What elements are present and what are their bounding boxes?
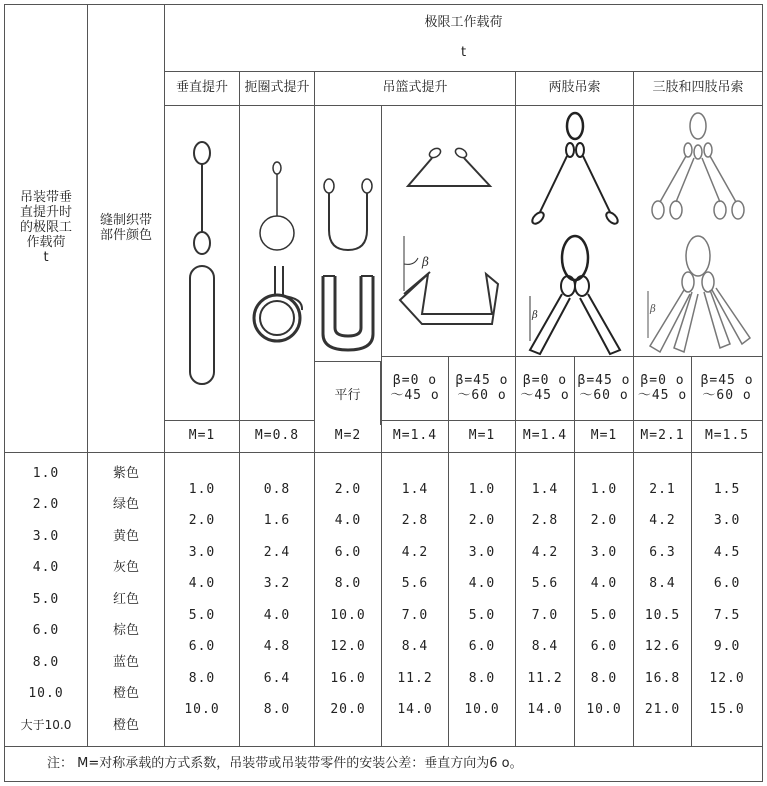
note-row — [5, 747, 763, 782]
c2-value: 0.8 — [263, 481, 291, 497]
c7-value: 10.0 — [586, 702, 622, 717]
group-three-four-leg-sling: 三肢和四肢吊索 — [634, 72, 763, 106]
c6-value: 1.4 — [531, 481, 559, 497]
c9-values-column — [692, 453, 763, 747]
basket-lift-angled-illustration — [382, 106, 516, 356]
c9-value: 1.5 — [713, 481, 741, 497]
angle-a4-from: β=45 o — [577, 372, 631, 388]
working-load-limit-table — [4, 4, 763, 782]
m-factor-vertical: M=1 — [165, 421, 240, 453]
group-vertical-lift: 垂直提升 — [165, 72, 240, 106]
wll-value: 3.0 — [32, 528, 60, 544]
angle-a5-cell — [634, 357, 692, 421]
c9-value: 7.5 — [713, 607, 741, 623]
color-value: 蓝色 — [112, 654, 139, 670]
c5-value: 1.0 — [468, 481, 496, 497]
angle-a6-to: ～60 o — [702, 387, 752, 403]
angle-a5-from: β=0 o — [640, 372, 685, 388]
c7-value: 2.0 — [590, 513, 618, 528]
choke-lift-sling-illustration — [247, 138, 307, 388]
wll-header-unit: t — [43, 249, 49, 265]
c4-value: 8.4 — [401, 639, 429, 654]
c3-value: 20.0 — [330, 702, 366, 717]
c9-value: 4.5 — [713, 544, 741, 560]
wll-value: 4.0 — [32, 560, 60, 576]
c6-values-column — [516, 453, 575, 747]
angle-a1-cell — [382, 357, 449, 421]
color-value: 灰色 — [112, 560, 139, 576]
color-values-column — [88, 453, 165, 747]
two-leg-beta-label: β — [532, 310, 538, 321]
color-value: 红色 — [112, 591, 139, 607]
c9-value: 12.0 — [709, 670, 745, 686]
wll-header-line-4: 作载荷 — [26, 234, 66, 250]
m-factor-basket-0-45: M=1.4 — [382, 421, 449, 453]
color-header — [88, 5, 165, 453]
color-value: 黄色 — [112, 528, 139, 544]
c5-value: 6.0 — [468, 639, 496, 654]
c9-value: 15.0 — [709, 702, 745, 717]
wll-title: 极限工作载荷 — [424, 15, 503, 31]
c7-value: 8.0 — [590, 670, 618, 686]
c5-value: 2.0 — [468, 513, 496, 528]
angle-a4-to: ～60 o — [579, 387, 629, 403]
m-factor-multi-leg-45-60: M=1.5 — [692, 421, 763, 453]
c2-values-column — [240, 453, 315, 747]
angle-a2-to: ～60 o — [457, 387, 507, 403]
angle-a3-to: ～45 o — [520, 387, 570, 403]
c7-value: 6.0 — [590, 639, 618, 654]
c1-value: 4.0 — [188, 576, 216, 591]
c3-value: 16.0 — [330, 670, 366, 686]
m-factor-basket-45-60: M=1 — [449, 421, 516, 453]
color-value: 棕色 — [112, 623, 139, 639]
c3-value: 6.0 — [334, 544, 362, 560]
c7-value: 4.0 — [590, 576, 618, 591]
wll-title-unit: t — [461, 45, 467, 60]
color-header-line-1: 缝制织带 — [99, 212, 152, 228]
wll-value: 1.0 — [32, 465, 60, 481]
c2-value: 8.0 — [263, 702, 291, 717]
c6-value: 5.6 — [531, 576, 559, 591]
basket-angle-diagram-cell — [382, 106, 516, 357]
c9-value: 3.0 — [713, 513, 741, 528]
c8-value: 8.4 — [649, 576, 676, 591]
angle-a5-to: ～45 o — [637, 387, 688, 403]
wll-value: 10.0 — [28, 686, 64, 702]
wll-value: 大于10.0 — [20, 717, 72, 732]
c8-value: 10.5 — [644, 607, 681, 623]
c4-value: 1.4 — [401, 481, 429, 497]
c5-value: 4.0 — [468, 576, 496, 591]
c1-value: 8.0 — [188, 670, 216, 686]
c2-value: 6.4 — [263, 670, 291, 686]
c7-value: 1.0 — [590, 481, 618, 497]
choke-lift-diagram-cell — [240, 106, 315, 421]
c2-value: 4.8 — [263, 639, 291, 654]
m-factor-multi-leg-0-45: M=2.1 — [634, 421, 692, 453]
color-value: 紫色 — [112, 465, 139, 481]
wll-header-line-3: 的极限工 — [19, 220, 72, 236]
table-footnote: 注： M=对称承载的方式系数，吊装带或吊装带零件的安装公差：垂直方向为6 o。 — [5, 747, 763, 782]
m-factor-two-leg-0-45: M=1.4 — [516, 421, 575, 453]
header-row-title — [5, 5, 763, 72]
angle-a4-cell — [575, 357, 634, 421]
c5-values-column — [449, 453, 516, 747]
beta-angle-label: β — [422, 255, 429, 269]
wll-value: 6.0 — [32, 623, 60, 639]
c3-values-column — [315, 453, 382, 747]
color-value: 橙色 — [112, 717, 139, 733]
wll-values-column — [5, 453, 88, 747]
c4-value: 14.0 — [397, 702, 433, 717]
c4-value: 4.2 — [401, 544, 429, 560]
color-value: 橙色 — [112, 686, 139, 702]
angle-a1-from: β=0 o — [392, 372, 438, 388]
two-leg-sling-illustration — [516, 106, 634, 356]
two-leg-diagram-cell — [516, 106, 634, 357]
wll-title-cell — [165, 5, 763, 72]
wll-header-line-2: 直提升时 — [19, 205, 72, 221]
c2-value: 3.2 — [263, 576, 291, 591]
c3-value: 2.0 — [334, 481, 362, 497]
c4-value: 2.8 — [401, 513, 429, 528]
c1-value: 1.0 — [188, 481, 216, 497]
c8-value: 21.0 — [644, 702, 681, 717]
angle-a3-from: β=0 o — [522, 372, 568, 388]
wll-header-line-1: 吊装带垂 — [19, 190, 72, 206]
c5-value: 10.0 — [464, 702, 500, 717]
c5-value: 8.0 — [468, 670, 496, 686]
wll-vertical-header — [5, 5, 88, 453]
angle-a2-from: β=45 o — [455, 372, 509, 388]
m-factor-choke: M=0.8 — [240, 421, 315, 453]
three-four-leg-sling-illustration — [634, 106, 762, 356]
basket-lift-parallel-illustration — [315, 138, 381, 388]
c3-value: 10.0 — [330, 607, 366, 623]
c7-value: 5.0 — [590, 607, 618, 623]
color-header-line-2: 部件颜色 — [99, 227, 152, 243]
multi-leg-beta-label: β — [650, 304, 656, 315]
c6-value: 8.4 — [531, 639, 559, 654]
wll-value: 2.0 — [32, 497, 60, 513]
c1-value: 3.0 — [188, 544, 216, 560]
data-row — [5, 453, 763, 747]
c9-value: 9.0 — [713, 639, 741, 654]
c3-value: 12.0 — [330, 639, 366, 654]
c8-value: 12.6 — [644, 639, 681, 654]
c4-value: 5.6 — [401, 576, 429, 591]
c2-value: 2.4 — [263, 544, 291, 560]
c1-value: 6.0 — [188, 639, 216, 654]
c8-value: 4.2 — [649, 513, 676, 528]
c7-values-column — [575, 453, 634, 747]
m-factor-two-leg-45-60: M=1 — [575, 421, 634, 453]
c6-value: 4.2 — [531, 544, 559, 560]
c8-values-column — [634, 453, 692, 747]
c2-value: 4.0 — [263, 607, 291, 623]
vertical-lift-diagram-cell — [165, 106, 240, 421]
angle-a3-cell — [516, 357, 575, 421]
wll-value: 5.0 — [32, 591, 60, 607]
group-choke-lift: 扼圈式提升 — [240, 72, 315, 106]
c6-value: 7.0 — [531, 607, 559, 623]
c4-values-column — [382, 453, 449, 747]
color-value: 绿色 — [112, 497, 139, 513]
angle-a6-cell — [692, 357, 763, 421]
vertical-lift-sling-illustration — [172, 138, 232, 388]
c6-value: 14.0 — [527, 702, 563, 717]
c6-value: 2.8 — [531, 513, 559, 528]
c1-value: 10.0 — [184, 702, 220, 717]
c3-value: 8.0 — [334, 576, 362, 591]
c9-value: 6.0 — [713, 576, 741, 591]
m-factor-basket-parallel: M=2 — [315, 421, 382, 453]
wll-value: 8.0 — [32, 654, 60, 670]
angle-a1-to: ～45 o — [390, 387, 440, 403]
c4-value: 11.2 — [397, 670, 433, 686]
angle-a6-from: β=45 o — [700, 372, 754, 388]
c3-value: 4.0 — [334, 513, 362, 528]
c1-value: 5.0 — [188, 607, 216, 623]
c8-value: 6.3 — [649, 544, 676, 560]
c8-value: 2.1 — [649, 481, 676, 497]
multi-leg-diagram-cell — [634, 106, 763, 357]
group-two-leg-sling: 两肢吊索 — [516, 72, 634, 106]
c1-values-column — [165, 453, 240, 747]
c1-value: 2.0 — [188, 513, 216, 528]
c5-value: 3.0 — [468, 544, 496, 560]
basket-parallel-label: 平行 — [314, 361, 381, 425]
c8-value: 16.8 — [644, 670, 681, 686]
c6-value: 11.2 — [527, 670, 563, 686]
c4-value: 7.0 — [401, 607, 429, 623]
c7-value: 3.0 — [590, 544, 618, 560]
c2-value: 1.6 — [263, 513, 291, 528]
angle-a2-cell — [449, 357, 516, 421]
group-basket-lift: 吊篮式提升 — [315, 72, 516, 106]
c5-value: 5.0 — [468, 607, 496, 623]
